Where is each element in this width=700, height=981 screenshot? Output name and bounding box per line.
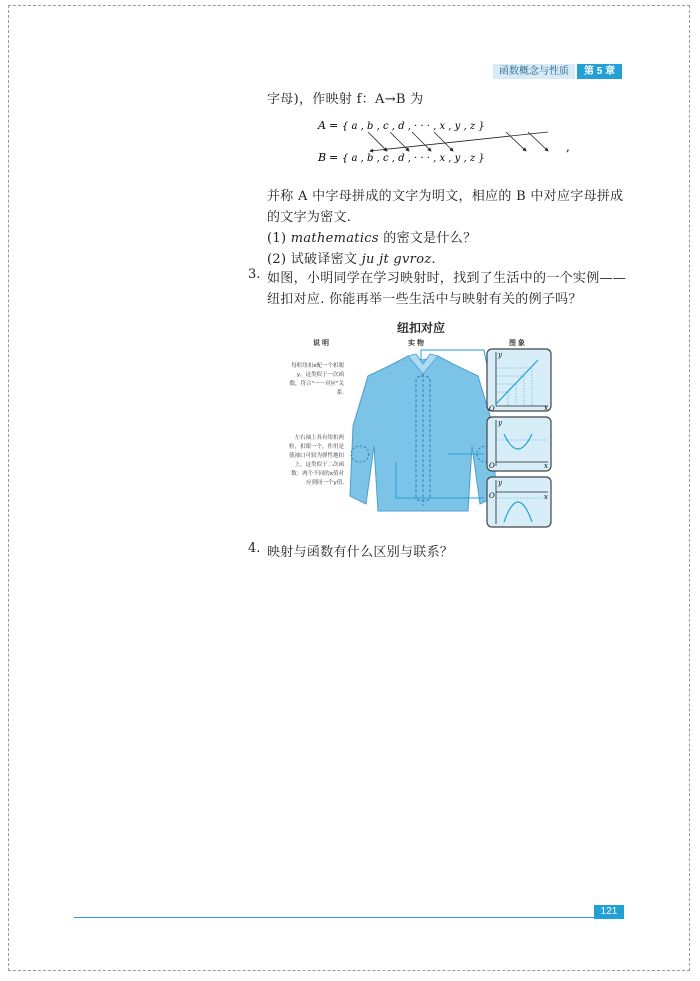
q1-suffix: 的密文是什么？ bbox=[378, 231, 477, 246]
note-quadratic: 左右袖上各有纽扣两粒，扣眼一个，作用是使袖口可较为弹性地扣上，这类似于二次函数：两个不同的x值对应到同一个y值. bbox=[288, 435, 344, 486]
q2-suffix: . bbox=[431, 252, 436, 267]
g1-o: O bbox=[489, 405, 495, 412]
leader-cuff-left bbox=[396, 462, 484, 498]
g3-x: x bbox=[544, 493, 548, 501]
g2-x: x bbox=[544, 462, 548, 470]
graph-quadratic-down-panel bbox=[486, 476, 552, 528]
button-correspondence-figure bbox=[286, 316, 556, 530]
question-2 bbox=[267, 248, 436, 267]
graph-quadratic-up-panel bbox=[486, 416, 552, 472]
arrow-y-z bbox=[528, 132, 548, 151]
g2-o: O bbox=[489, 462, 495, 470]
mapping-diagram bbox=[316, 115, 586, 170]
g3-y: y bbox=[498, 479, 502, 487]
header-title: 函数概念与性质 bbox=[493, 64, 575, 79]
figure-title: 纽扣对应 bbox=[396, 321, 445, 335]
leader-linear bbox=[421, 350, 488, 370]
q2-prefix: (2) 试破译密文 bbox=[267, 252, 362, 267]
intro-line: 字母)，作映射 f：A→B 为 bbox=[267, 92, 424, 107]
mapping-trailing-comma: , bbox=[566, 140, 570, 154]
arrow-c-d bbox=[412, 132, 431, 151]
set-a-eq: = bbox=[329, 119, 339, 132]
q2-italic: ju jt gvroz bbox=[361, 252, 432, 267]
g2-y: y bbox=[498, 419, 502, 427]
set-b-label: B bbox=[318, 151, 327, 164]
item4-number: 4. bbox=[248, 541, 261, 556]
q1-italic: mathematics bbox=[290, 231, 379, 246]
mapping-arrows bbox=[368, 132, 548, 151]
item4-text: 映射与函数有什么区别与联系？ bbox=[267, 545, 454, 560]
g1-y: y bbox=[498, 351, 502, 359]
g3-o: O bbox=[489, 492, 495, 500]
page-number: 121 bbox=[594, 905, 624, 919]
arrow-d-next bbox=[434, 132, 453, 151]
g1-x: x bbox=[544, 404, 548, 412]
col-header-explanation: 说 明 bbox=[313, 340, 329, 347]
set-a-label: A bbox=[318, 119, 326, 132]
arrow-a-b bbox=[368, 132, 387, 151]
arrow-z-a bbox=[370, 132, 548, 151]
set-b-eq: = bbox=[329, 151, 339, 164]
header-chapter: 第 5 章 bbox=[577, 64, 622, 79]
item3-line2: 纽扣对应. 你能再举一些生活中与映射有关的例子吗？ bbox=[267, 292, 582, 307]
set-b: { a , b , c , d , · · · , x , y , z } bbox=[342, 153, 485, 164]
question-1 bbox=[267, 227, 476, 246]
running-header bbox=[493, 64, 622, 79]
graph-linear-panel bbox=[486, 348, 552, 412]
item3-line1: 如图，小明同学在学习映射时，找到了生活中的一个实例—— bbox=[267, 271, 627, 286]
q1-prefix: (1) bbox=[267, 231, 291, 246]
set-a: { a , b , c , d , · · · , x , y , z } bbox=[342, 121, 485, 132]
footer-rule bbox=[74, 917, 594, 918]
col-header-object: 实 物 bbox=[408, 340, 424, 347]
item3-number: 3. bbox=[248, 267, 261, 282]
col-header-graph: 图 象 bbox=[509, 340, 525, 347]
note-linear: 每粒纽扣x配一个扣眼y，这类似于一次函数，符合"一一对应"关系. bbox=[289, 363, 344, 396]
para1-line1: 并称 A 中字母拼成的文字为明文，相应的 B 中对应字母拼成 bbox=[267, 189, 624, 204]
para1-line2: 的文字为密文. bbox=[267, 210, 352, 225]
